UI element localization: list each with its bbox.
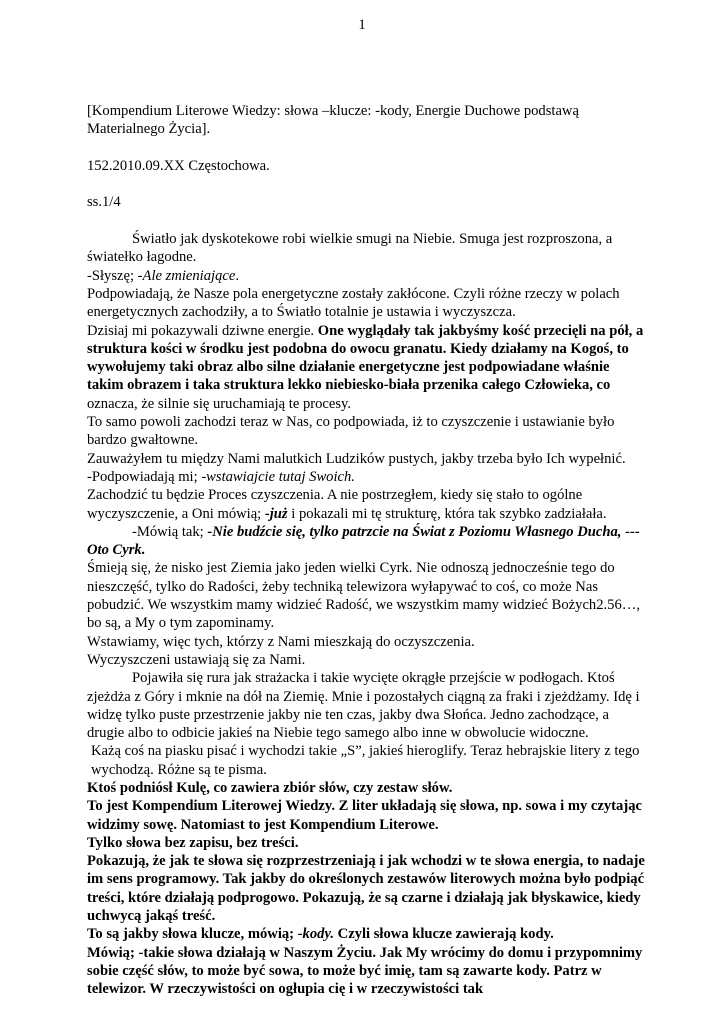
text-run: -Podpowiadają mi; (87, 468, 202, 485)
paragraph (87, 468, 647, 486)
text-run: Czyli słowa klucze zawierają kody. (334, 926, 554, 943)
text-run: -Słyszę; (87, 267, 138, 284)
text-run: To są jakby słowa klucze, mówią; (87, 926, 298, 943)
paragraph: Wyczyszczeni ustawiają się za Nami. (87, 651, 306, 668)
italic-text: -wstawiajcie tutaj Swoich. (201, 468, 355, 485)
text-run: Zachodzić tu będzie Proces czyszczenia. A nie postrzegłem, kiedy się stało to ogólne wyczyszczenie, a Oni mówią; (87, 487, 583, 522)
page-range: ss.1/4 (87, 194, 121, 211)
paragraph: Podpowiadają, że Nasze pola energetyczne zostały zakłócone. Czyli różne rzeczy w polach energetycznych zachodziły, a to Światło totalnie je ustawia i wyczyszcza. (87, 285, 620, 321)
italic-text: -Ale zmieniające (137, 267, 236, 284)
paragraph: Pokazują, że jak te słowa się rozprzestrzeniają i jak wchodzi w te słowa energia, to nadaje im sens programowy. Tak jakby do określonych zestawów literowych można było podpiąć treści, które działają podprogowo. Pokazują, że są czarne i działają jak błyskawice, kiedy uchwycą jakąś treść. (87, 853, 645, 925)
text-run: i pokazali mi tę strukturę, która tak szybko zadziałała. (287, 505, 607, 522)
paragraph: Tylko słowa bez zapisu, bez treści. (87, 834, 299, 851)
text-run: -Mówią tak; (132, 523, 208, 540)
paragraph (87, 267, 647, 285)
text-run: Dzisiaj mi pokazywali dziwne energie. (87, 322, 318, 339)
document-title (87, 102, 647, 139)
title-line-2: Materialnego Życia]. (87, 121, 211, 138)
text-run: . (235, 267, 239, 284)
date-place: 152.2010.09.XX Częstochowa. (87, 157, 270, 174)
paragraph: Każą coś na piasku pisać i wychodzi takie „S”, jakieś hieroglify. Teraz hebrajskie litery z tego wychodzą. Różne są te pisma. (91, 743, 640, 778)
bold-italic-text: -kody. (297, 926, 335, 943)
text-run: oznacza, że silnie się uruchamiają te procesy. (87, 395, 352, 412)
bold-italic-text: -już (264, 505, 288, 522)
paragraph: Mówią; -takie słowa działają w Naszym Życiu. Jak My wrócimy do domu i przypomnimy sobie część słów, to może być sowa, to może być imię, tam są zawarte kody. Patrz w telewizor. W rzeczywistości on ogłupia cię i w rzeczywistości tak (87, 944, 643, 998)
document-body (87, 102, 647, 999)
bold-text: One wyglądały tak jakbyśmy kość przecięli na pół, a struktura kości w środku jest podobna do owocu granatu. Kiedy działamy na Kogoś, to wywołujemy taki obraz albo silne działanie energetyczne jest podpowiadane właśnie takim obrazem i taka struktura lekko niebiesko-biała przenika całego Człowieka, co (87, 322, 644, 394)
paragraph: Światło jak dyskotekowe robi wielkie smugi na Niebie. Smuga jest rozproszona, a światełko łagodne. (87, 231, 613, 266)
paragraph: Ktoś podniósł Kulę, co zawiera zbiór słów, czy zestaw słów. (87, 779, 453, 796)
bold-italic-text: -Nie budźcie się, tylko patrzcie na Świat z Poziomu Własnego Ducha, ---Oto Cyrk. (87, 523, 640, 559)
paragraph: Śmieją się, że nisko jest Ziemia jako jeden wielki Cyrk. Nie odnoszą jednocześnie tego do nieszczęść, tylko do Radości, żeby techniką telewizora wyłapywać to coś, co może Nas pobudzić. We wszystkim mamy widzieć Radość, we wszystkim mamy widzieć Bożych2.56…, bo są, a My o tym zapominamy. (87, 560, 641, 632)
page-number: 1 (358, 17, 366, 33)
paragraph: Wstawiamy, więc tych, którzy z Nami mieszkają do oczyszczenia. (87, 633, 475, 650)
paragraph: Pojawiła się rura jak strażacka i takie wycięte okrągłe przejście w podłogach. Ktoś zjeżdża z Góry i mknie na dół na Ziemię. Mnie i pozostałych ciągną za fraki i zjeżdżamy. Idę i widzę tylko puste przestrzenie jakby nie ten czas, jakby dwa Słońca. Jedno zachodzące, a drugie albo to odbicie jakieś na Niebie tego samego albo inne w obwolucie widoczne. (87, 670, 640, 742)
paragraph (87, 322, 647, 413)
paragraph: Zauważyłem tu między Nami malutkich Ludzików pustych, jakby trzeba było Ich wypełnić. (87, 450, 626, 467)
paragraph: To jest Kompendium Literowej Wiedzy. Z liter układają się słowa, np. sowa i my czytając widzimy sowę. Natomiast to jest Kompendium Literowe. (87, 798, 642, 833)
paragraph (87, 925, 647, 943)
title-line-1: [Kompendium Literowe Wiedzy: słowa –klucze: -kody, Energie Duchowe podstawą (87, 103, 579, 119)
paragraph (87, 486, 647, 523)
paragraph (87, 523, 647, 560)
paragraph: To samo powoli zachodzi teraz w Nas, co podpowiada, iż to czyszczenie i ustawianie było bardzo gwałtowne. (87, 414, 615, 449)
